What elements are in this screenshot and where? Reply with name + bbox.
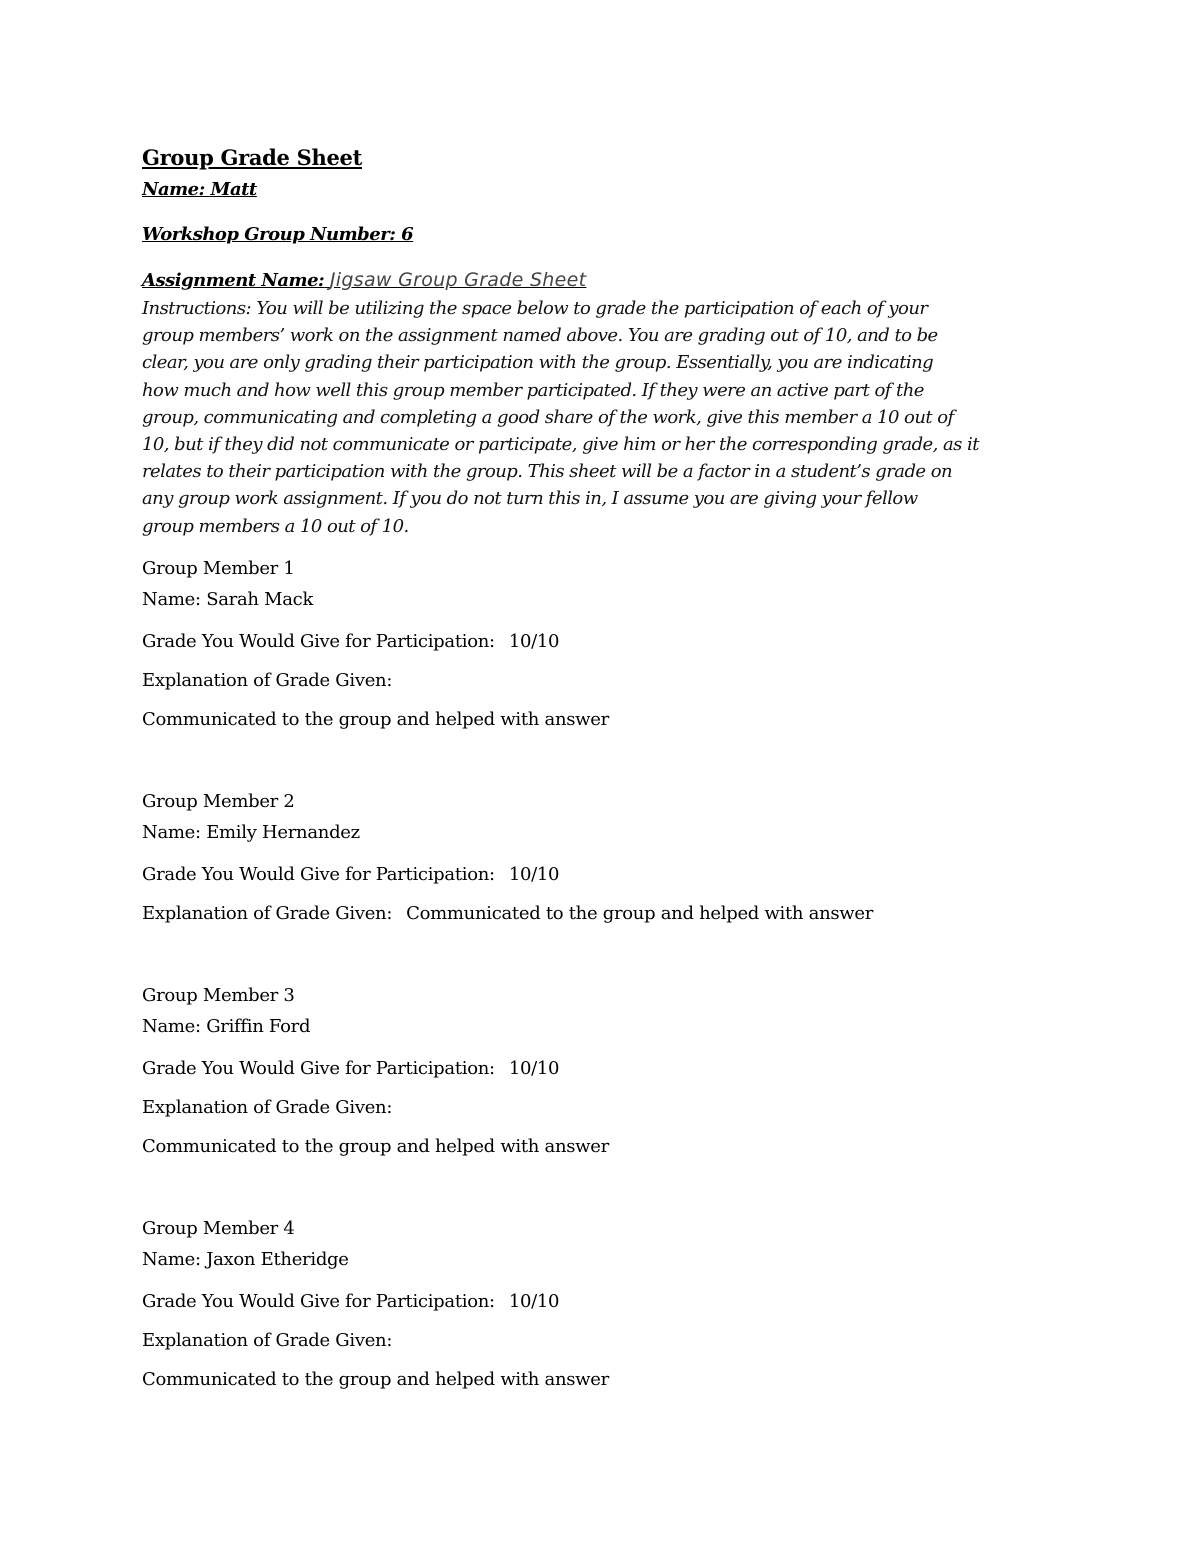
- instructions-line: Instructions: You will be utilizing the space below to grade the participation of each of your: [142, 298, 928, 319]
- assignment-name-label: Assignment Name:: [142, 270, 325, 291]
- member-heading: Group Member 1: [142, 557, 295, 579]
- grade-label: Grade You Would Give for Participation:: [142, 863, 495, 885]
- workshop-group-number: Workshop Group Number: 6: [142, 224, 414, 245]
- grade-value: 10/10: [508, 1057, 560, 1079]
- instructions-line: relates to their participation with the group. This sheet will be a factor in a student’s grade on: [142, 461, 953, 483]
- member-name: Name: Griffin Ford: [142, 1015, 311, 1037]
- member-name: Name: Sarah Mack: [142, 588, 314, 610]
- explanation-text: Communicated to the group and helped with answer: [142, 1368, 609, 1390]
- member-heading: Group Member 4: [142, 1217, 295, 1239]
- member-grade: [142, 630, 1072, 654]
- grade-label: Grade You Would Give for Participation:: [142, 1290, 495, 1312]
- member-grade: [142, 1057, 1072, 1081]
- explanation-text: Communicated to the group and helped with answer: [142, 1135, 609, 1157]
- student-name: Name: Matt: [142, 179, 257, 200]
- explanation-label: Explanation of Grade Given:: [142, 1329, 393, 1351]
- instructions-line: 10, but if they did not communicate or participate, give him or her the corresponding grade, as it: [142, 434, 979, 456]
- member-name: Name: Emily Hernandez: [142, 821, 360, 843]
- instructions-line: clear, you are only grading their participation with the group. Essentially, you are indicating: [142, 352, 934, 374]
- grade-value: 10/10: [508, 1290, 560, 1312]
- member-grade: [142, 863, 1072, 887]
- grade-value: 10/10: [508, 863, 560, 885]
- explanation-label: Explanation of Grade Given:: [142, 1096, 393, 1118]
- document-title: Group Grade Sheet: [142, 145, 362, 170]
- group-member-1: [142, 553, 1072, 732]
- instructions-line: group, communicating and completing a good share of the work, give this member a 10 out of: [142, 406, 954, 428]
- member-name: Name: Jaxon Etheridge: [142, 1248, 349, 1270]
- assignment-name-line: [142, 268, 1072, 293]
- explanation-label: Explanation of Grade Given:: [142, 669, 393, 691]
- grade-label: Grade You Would Give for Participation:: [142, 1057, 495, 1079]
- explanation-text: Communicated to the group and helped with answer: [406, 902, 874, 924]
- instructions-line: group members a 10 out of 10.: [142, 515, 409, 537]
- instructions-line: group members’ work on the assignment named above. You are grading out of 10, and to be: [142, 325, 938, 347]
- instructions-line: any group work assignment. If you do not turn this in, I assume you are giving your fellow: [142, 488, 918, 510]
- group-member-3: [142, 980, 1072, 1159]
- member-heading: Group Member 3: [142, 984, 295, 1006]
- group-member-2: [142, 786, 1072, 926]
- member-heading: Group Member 2: [142, 790, 295, 812]
- member-explanation: [142, 902, 1072, 926]
- explanation-label: Explanation of Grade Given:: [142, 902, 393, 924]
- grade-label: Grade You Would Give for Participation:: [142, 630, 495, 652]
- grade-value: 10/10: [508, 630, 560, 652]
- explanation-text: Communicated to the group and helped with answer: [142, 708, 609, 730]
- member-grade: [142, 1290, 1072, 1314]
- instructions-line: how much and how well this group member participated. If they were an active part of the: [142, 379, 924, 401]
- assignment-name-value: Jigsaw Group Grade Sheet: [329, 269, 587, 291]
- document-page: [142, 144, 1072, 1392]
- group-member-4: [142, 1213, 1072, 1392]
- instructions-paragraph: [142, 295, 1072, 540]
